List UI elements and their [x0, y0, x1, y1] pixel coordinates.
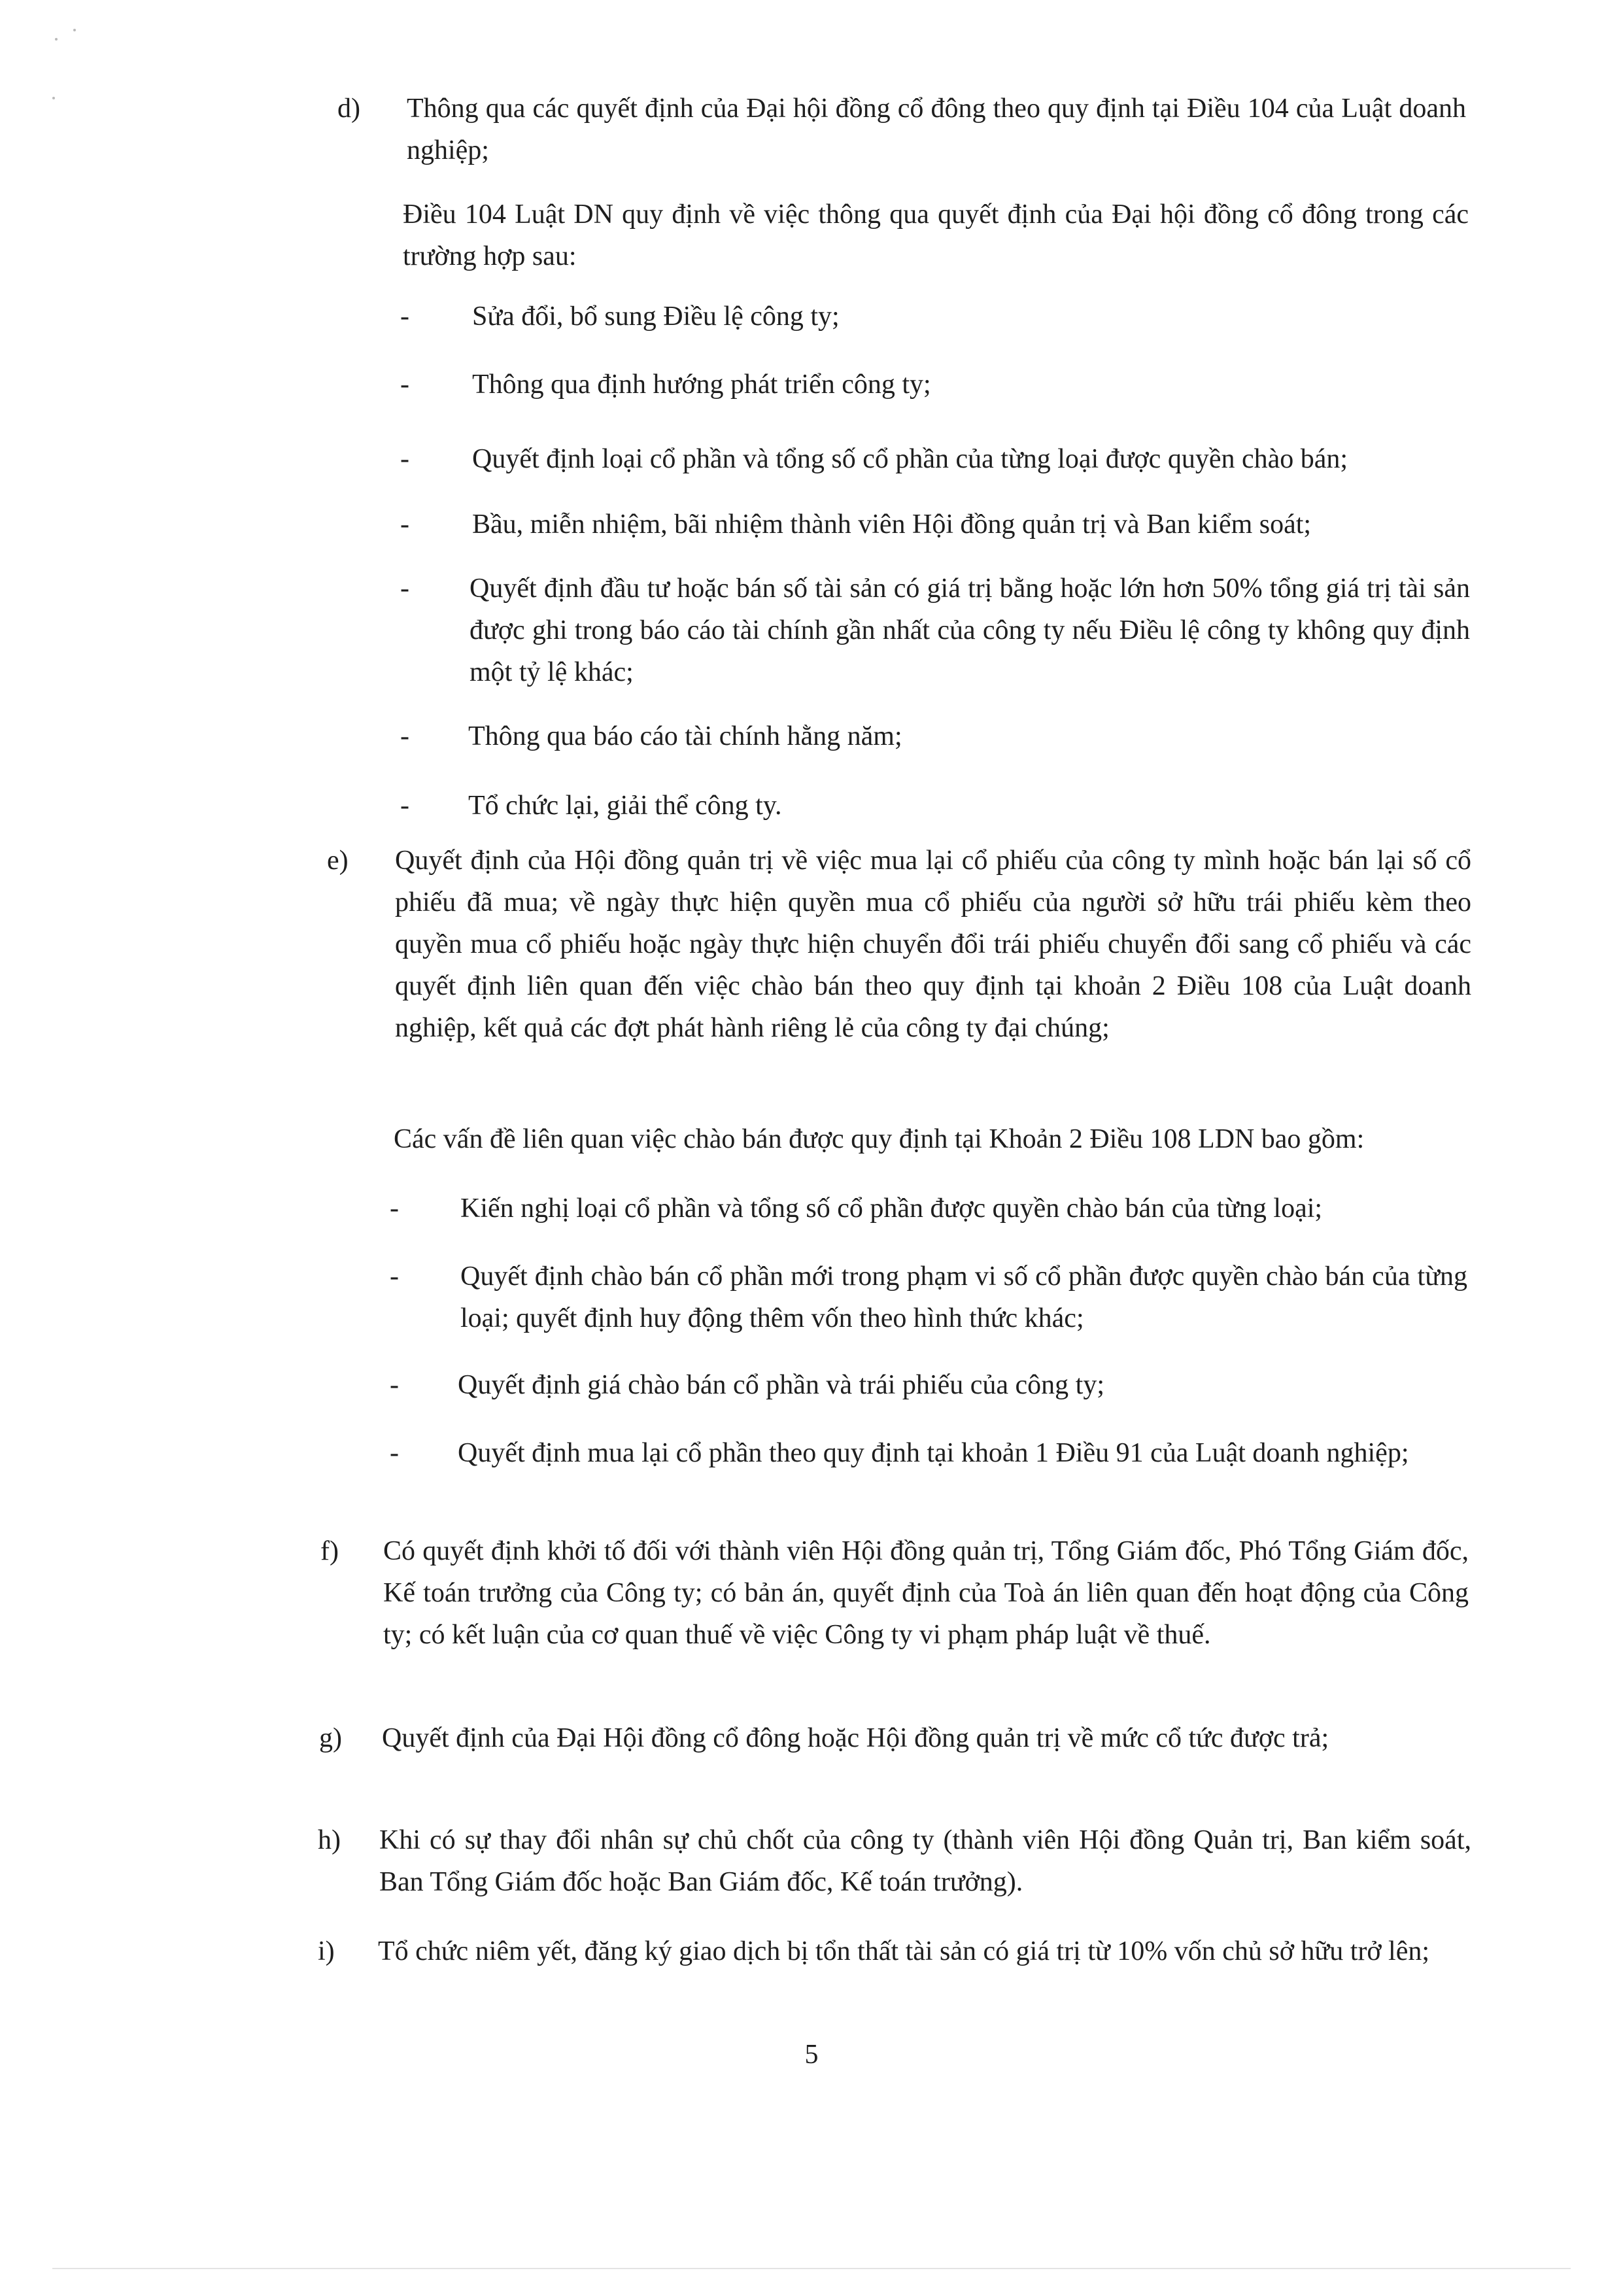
item-marker-f: f): [320, 1536, 339, 1566]
d-bullet-6: [468, 715, 1469, 757]
bullet-dash: -: [400, 509, 409, 540]
item-h: [379, 1819, 1471, 1903]
item-marker-g: g): [319, 1723, 342, 1753]
d-bullet-6-text: Thông qua báo cáo tài chính hằng năm;: [468, 721, 902, 751]
scan-edge-line: [52, 2268, 1571, 2269]
item-d-note: [403, 194, 1469, 277]
item-h-text: Khi có sự thay đổi nhân sự chủ chốt của công ty (thành viên Hội đồng Quản trị, Ban kiểm soát, Ban Tổng Giám đốc hoặc Ban Giám đốc, Kế toán trưởng).: [379, 1825, 1471, 1897]
item-d-text: Thông qua các quyết định của Đại hội đồng cổ đông theo quy định tại Điều 104 của Luật doanh nghiệp;: [407, 94, 1466, 165]
d-bullet-4-text: Bầu, miễn nhiệm, bãi nhiệm thành viên Hội đồng quản trị và Ban kiểm soát;: [472, 509, 1312, 540]
item-d-note-text: Điều 104 Luật DN quy định về việc thông qua quyết định của Đại hội đồng cổ đông trong các trường hợp sau:: [403, 199, 1469, 271]
bullet-dash: -: [390, 1370, 399, 1400]
d-bullet-1-text: Sửa đổi, bổ sung Điều lệ công ty;: [472, 301, 840, 332]
d-bullet-3: [472, 438, 1479, 480]
item-marker-i: i): [318, 1936, 335, 1966]
item-marker-d: d): [337, 94, 360, 124]
item-f: [383, 1530, 1469, 1656]
bullet-dash: -: [400, 791, 409, 821]
item-marker-e: e): [327, 846, 349, 876]
d-bullet-7-text: Tổ chức lại, giải thể công ty.: [468, 791, 782, 821]
e-bullet-3: [458, 1364, 1465, 1406]
item-i-text: Tổ chức niêm yết, đăng ký giao dịch bị tổn thất tài sản có giá trị từ 10% vốn chủ sở hữu trở lên;: [378, 1936, 1430, 1966]
scan-speck: [73, 29, 76, 31]
item-f-text: Có quyết định khởi tố đối với thành viên Hội đồng quản trị, Tổng Giám đốc, Phó Tổng Giám đốc, Kế toán trưởng của Công ty; có bản án, quyết định của Toà án liên quan đến hoạt động của Công ty; có kết luận của cơ quan thuế về việc Công ty vi phạm pháp luật về thuế.: [383, 1536, 1469, 1650]
item-e: [395, 840, 1471, 1049]
e-bullet-1-text: Kiến nghị loại cổ phần và tổng số cổ phần được quyền chào bán của từng loại;: [460, 1193, 1323, 1224]
bullet-dash: -: [390, 1193, 399, 1224]
item-e-note-text: Các vấn đề liên quan việc chào bán được quy định tại Khoản 2 Điều 108 LDN bao gồm:: [394, 1124, 1365, 1154]
e-bullet-1: [460, 1188, 1480, 1229]
e-bullet-4: [458, 1432, 1471, 1474]
e-bullet-2: [460, 1256, 1467, 1339]
bullet-dash: -: [390, 1261, 399, 1292]
item-g: [382, 1717, 1467, 1759]
item-e-note: [394, 1118, 1473, 1160]
item-marker-h: h): [318, 1825, 341, 1855]
d-bullet-5: [470, 568, 1470, 693]
d-bullet-7: [468, 785, 1469, 827]
d-bullet-4: [472, 504, 1479, 545]
bullet-dash: -: [400, 444, 409, 474]
d-bullet-2-text: Thông qua định hướng phát triển công ty;: [472, 369, 931, 400]
d-bullet-5-text: Quyết định đầu tư hoặc bán số tài sản có giá trị bằng hoặc lớn hơn 50% tổng giá trị tài sản được ghi trong báo cáo tài chính gần nhất của công ty nếu Điều lệ công ty không quy định một tỷ lệ khác;: [470, 574, 1470, 687]
bullet-dash: -: [400, 301, 409, 332]
scan-speck: [52, 97, 55, 99]
item-i: [378, 1930, 1470, 1972]
page-number: 5: [804, 2040, 819, 2070]
e-bullet-2-text: Quyết định chào bán cổ phần mới trong phạm vi số cổ phần được quyền chào bán của từng loại; quyết định huy động thêm vốn theo hình thức khác;: [460, 1261, 1467, 1333]
item-e-text: Quyết định của Hội đồng quản trị về việc mua lại cổ phiếu của công ty mình hoặc bán lại số cổ phiếu đã mua; về ngày thực hiện quyền mua cổ phiếu của người sở hữu trái phiếu kèm theo quyền mua cổ phiếu hoặc ngày thực hiện chuyển đổi trái phiếu chuyển đổi sang cổ phiếu và các quyết định liên quan đến việc chào bán theo quy định tại khoản 2 Điều 108 của Luật doanh nghiệp, kết quả các đợt phát hành riêng lẻ của công ty đại chúng;: [395, 846, 1471, 1043]
d-bullet-2: [472, 364, 1473, 405]
item-d: [407, 88, 1466, 171]
bullet-dash: -: [400, 574, 409, 604]
bullet-dash: -: [390, 1438, 399, 1468]
scan-speck: [55, 38, 58, 41]
e-bullet-4-text: Quyết định mua lại cổ phần theo quy định tại khoản 1 Điều 91 của Luật doanh nghiệp;: [458, 1438, 1409, 1468]
e-bullet-3-text: Quyết định giá chào bán cổ phần và trái phiếu của công ty;: [458, 1370, 1105, 1400]
item-g-text: Quyết định của Đại Hội đồng cổ đông hoặc Hội đồng quản trị về mức cổ tức được trả;: [382, 1723, 1329, 1753]
d-bullet-1: [472, 296, 1473, 337]
bullet-dash: -: [400, 369, 409, 400]
d-bullet-3-text: Quyết định loại cổ phần và tổng số cổ phần của từng loại được quyền chào bán;: [472, 444, 1348, 474]
bullet-dash: -: [400, 721, 409, 751]
